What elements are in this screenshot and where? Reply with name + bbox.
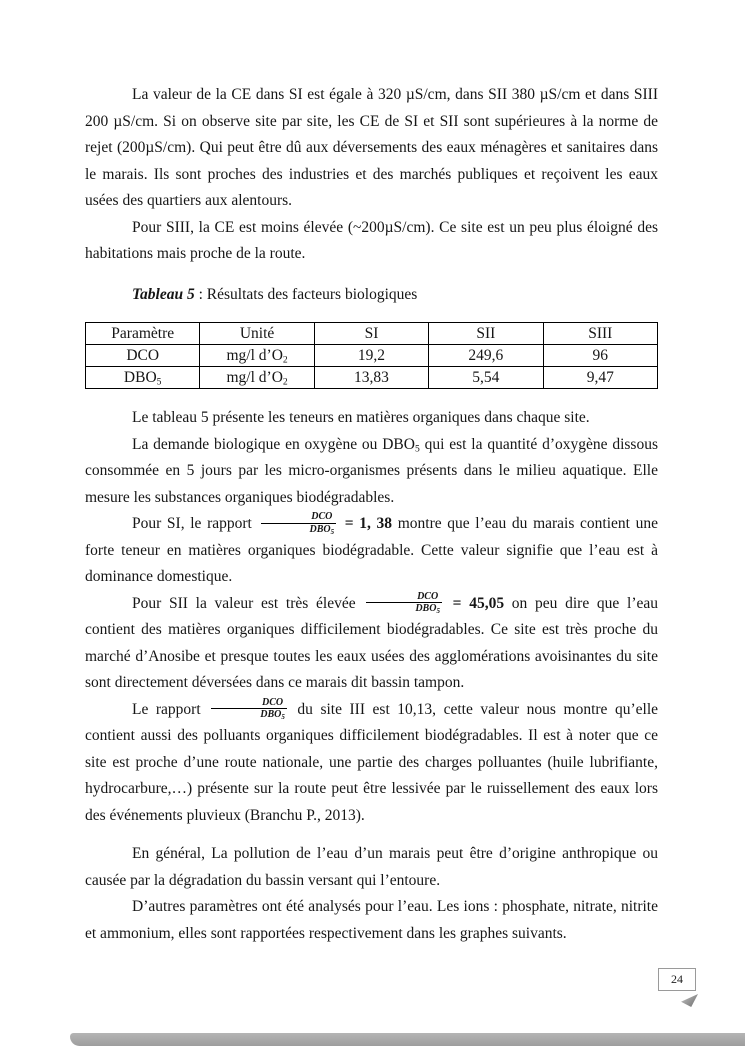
dco-dbo-fraction: $\frac{\text{DCO}}{DBO_5}$ [261, 511, 337, 535]
text-run: 9,47 [586, 369, 614, 386]
text-run: 13,83 [354, 369, 389, 386]
text-run: Pour SI, le rapport [132, 515, 258, 532]
results-table [85, 322, 658, 389]
table-caption-label: Tableau 5 [132, 285, 195, 303]
subscript: 5 [414, 442, 420, 454]
table-cell [543, 367, 657, 389]
table-body [86, 345, 658, 389]
table-cell [543, 345, 657, 367]
table-cell [86, 367, 200, 389]
text-run: DCO [126, 347, 160, 364]
table-caption [85, 282, 658, 309]
intro-section [85, 82, 658, 268]
table-header-cell: SII [429, 323, 543, 345]
text-run: En général, La pollution de l’eau d’un marais peut être d’origine anthropique ou causée par la dégradation du bassin versant qui l’entoure. [85, 845, 658, 889]
paragraph [85, 591, 658, 697]
dco-dbo-fraction: $\frac{\text{DCO}}{DBO_5}$ [366, 591, 442, 615]
math-expression: = 45,05 [444, 594, 512, 612]
text-run: 5,54 [472, 369, 500, 386]
text-run: du site III est 10,13, cette valeur nous montre qu’elle contient aussi des polluants organiques difficilement biodégradables. Il est à noter que ce site est proche d’une route nationale, une partie des charges polluantes (huile lubrifiante, hydrocarbure,…) présente sur la route peut être lessivée par le ruissellement des eaux lors des événements pluvieux (Branchu P., 2013). [85, 700, 659, 824]
text-run: D’autres paramètres ont été analysés pour l’eau. Les ions : phosphate, nitrate, nitrite et ammonium, elles sont rapportées respectivement dans les graphes suivants. [85, 898, 658, 942]
table-header-cell: Paramètre [86, 323, 200, 345]
table-cell [200, 367, 314, 389]
paragraph [85, 697, 658, 830]
table-cell [86, 345, 200, 367]
body-section [85, 405, 658, 947]
math-expression: = 1, 38 [339, 515, 398, 532]
text-run: montre que l’eau du marais contient une forte teneur en matières organiques biodégradable. Cette valeur signifie que l’eau est à dominance domestique. [85, 515, 658, 585]
subscript: 5 [156, 376, 162, 388]
text-run: La valeur de la CE dans SI est égale à 320 µS/cm, dans SII 380 µS/cm et dans SIII 200 µS/cm. Si on observe site par site, les CE de SI et SII sont supérieures à la norme de rejet (200µS/cm). Qui peut être dû aux déversements des eaux ménagères et sanitaires dans le marais. Ils sont proches des industries et des marchés publiques et reçoivent les eaux usées des quartiers aux alentours. [85, 86, 658, 209]
table-row [86, 345, 658, 367]
text-run: mg/l d’O [226, 369, 283, 386]
page-curl-icon [681, 994, 698, 1007]
dco-dbo-fraction: $\frac{\text{DCO}}{DBO_5}$ [211, 697, 287, 721]
subscript: 2 [282, 354, 288, 366]
table-cell [314, 345, 428, 367]
text-run: DBO [123, 369, 157, 386]
table-cell [200, 345, 314, 367]
subscript: 2 [282, 376, 288, 388]
paragraph [85, 511, 658, 591]
table-cell [314, 367, 428, 389]
text-run: Pour SII la valeur est très élevée [132, 594, 364, 612]
page-bottom-edge [70, 1033, 745, 1046]
text-run: Le tableau 5 présente les teneurs en matières organiques dans chaque site. [132, 409, 590, 426]
text-run: 249,6 [468, 347, 504, 364]
page-number: 24 [671, 972, 683, 986]
text-run: qui est la quantité d’oxygène dissous consommée en 5 jours par les micro-organismes présents dans le milieu aquatique. Elle mesure les substances organiques biodégradables. [85, 435, 658, 506]
text-run: Le rapport [132, 700, 209, 718]
paragraph [85, 894, 658, 947]
text-run: La demande biologique en oxygène ou DBO [132, 435, 415, 453]
page-number-box [658, 968, 696, 991]
text-run: on peu dire que l’eau contient des matières organiques difficilement biodégradables. Ce site est très proche du marché d’Anosibe et presque toutes les eaux usées des agglomérations avoisinantes du site sont directement déversées dans ce marais dit bassin tampon. [85, 594, 658, 691]
table-header-row [86, 323, 658, 345]
paragraph [85, 405, 658, 432]
table-row [86, 367, 658, 389]
text-run: 19,2 [357, 347, 386, 364]
table-header-cell: SI [314, 323, 428, 345]
text-run: 96 [592, 347, 609, 364]
table-header-cell: Unité [200, 323, 314, 345]
paragraph [85, 432, 658, 512]
table-cell [429, 345, 543, 367]
paragraph [85, 82, 658, 215]
text-run: Pour SIII, la CE est moins élevée (~200µS/cm). Ce site est un peu plus éloigné des habitations mais proche de la route. [85, 218, 658, 262]
table-cell [429, 367, 543, 389]
table-caption-text: : Résultats des facteurs biologiques [194, 285, 418, 303]
paragraph [85, 215, 658, 268]
text-run: mg/l d’O [226, 347, 283, 364]
paragraph [85, 841, 658, 894]
table-header-cell: SIII [543, 323, 657, 345]
